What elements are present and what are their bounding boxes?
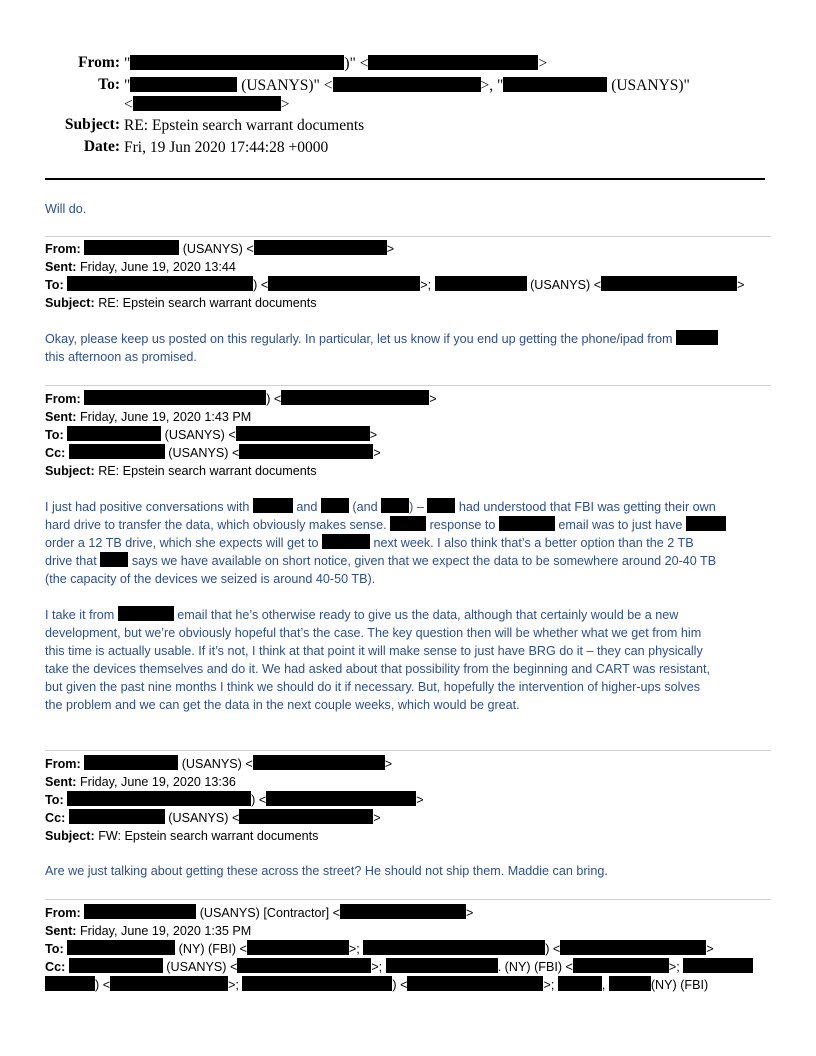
msg2-subject: Subject: RE: Epstein search warrant documents [45, 464, 317, 478]
msg2-sent: Sent: Friday, June 19, 2020 1:43 PM [45, 410, 252, 424]
redaction [381, 498, 409, 513]
subject-value: RE: Epstein search warrant documents [124, 117, 365, 134]
redaction [499, 516, 555, 531]
redaction [609, 976, 651, 991]
redaction [601, 276, 737, 291]
redaction [69, 958, 163, 973]
redaction [69, 444, 165, 459]
msg4-sent: Sent: Friday, June 19, 2020 1:35 PM [45, 924, 252, 938]
msg1-to: To: ) < >; (USANYS) < > [45, 278, 745, 292]
redaction [239, 809, 373, 824]
redaction [69, 809, 165, 824]
msg4-cc-cont: ) < >; ) < >; , (NY) (FBI) [45, 976, 708, 994]
redaction [67, 426, 161, 441]
redaction [84, 390, 266, 405]
redaction [266, 791, 416, 806]
msg3-to: To: ) < > [45, 793, 424, 807]
date-label: Date: [83, 138, 120, 155]
msg4-cc: Cc: (USANYS) < >; . (NY) (FBI) < >; [45, 958, 753, 976]
redaction [84, 904, 196, 919]
redaction [236, 426, 370, 441]
redaction [368, 55, 538, 70]
msg3-sent: Sent: Friday, June 19, 2020 13:36 [45, 775, 236, 789]
from-label: From: [78, 54, 120, 71]
redaction [268, 276, 420, 291]
redaction [253, 755, 385, 770]
redaction [110, 976, 228, 991]
header-divider [45, 178, 765, 180]
msg1-subject: Subject: RE: Epstein search warrant documents [45, 296, 317, 310]
to-label: To: [98, 76, 120, 93]
redaction [242, 976, 392, 991]
reply-body: Will do. [45, 202, 87, 216]
redaction [45, 976, 95, 991]
message-divider [45, 385, 771, 386]
date-value: Fri, 19 Jun 2020 17:44:28 +0000 [124, 139, 329, 156]
redaction [386, 958, 498, 973]
msg3-from: From: (USANYS) < > [45, 757, 393, 771]
to-value-cont: < > [124, 96, 290, 113]
subject-label: Subject: [64, 116, 120, 133]
msg3-cc: Cc: (USANYS) < > [45, 811, 381, 825]
msg2-cc: Cc: (USANYS) < > [45, 446, 381, 460]
redaction [254, 240, 387, 255]
redaction [427, 498, 455, 513]
redaction [130, 77, 237, 92]
to-value: " (USANYS)" < >, " (USANYS)" [124, 77, 690, 94]
redaction [558, 976, 602, 991]
redaction [573, 958, 669, 973]
redaction [560, 940, 706, 955]
redaction [247, 940, 349, 955]
msg2-to: To: (USANYS) < > [45, 428, 378, 442]
msg2-body-p2: I take it from email that he’s otherwise ready to give us the data, although that certainly would be a new development, but we’re obviously hopeful that’s the case. The key question then will be whether what we get from him this time is actually usable. If it’s not, I think at that point it will make sense to just have BRG do it – they can physically take the devices themselves and do it. We had asked about that possibility from the beginning and CART was resistant, but given the past nine months I think we should do it if necessary. But, hopefully the intervention of higher-ups solves the problem and we can get the data in the next couple weeks, which would be great. [45, 608, 711, 712]
redaction [84, 755, 178, 770]
redaction [130, 55, 344, 70]
redaction [100, 552, 128, 567]
redaction [390, 516, 426, 531]
msg2-body-p1: I just had positive conversations with and (and ) – had understood that FBI was getting their own hard drive to transfer the data, which obviously makes sense. response to email was to just have order a 12 TB drive, which she expects will get to next week. I also think that’s a better option than the 2 TB drive that says we have available on short notice, given that we expect the data to be somewhere around 20-40 TB (the capacity of the devices we seized is around 40-50 TB). [45, 498, 770, 588]
msg1-sent: Sent: Friday, June 19, 2020 13:44 [45, 260, 236, 274]
msg4-to: To: (NY) (FBI) < >; ) < > [45, 942, 714, 956]
message-divider [45, 750, 771, 751]
redaction [281, 390, 429, 405]
msg1-body: Okay, please keep us posted on this regularly. In particular, let us know if you end up getting the phone/ipad from this afternoon as promised. [45, 330, 770, 366]
redaction [686, 516, 726, 531]
redaction [239, 444, 373, 459]
msg2-from: From: ) < > [45, 392, 437, 406]
redaction [363, 940, 545, 955]
redaction [503, 77, 607, 92]
redaction [67, 276, 253, 291]
redaction [118, 606, 174, 621]
redaction [435, 276, 527, 291]
redaction [322, 534, 370, 549]
msg4-from: From: (USANYS) [Contractor] < > [45, 906, 474, 920]
redaction [133, 96, 281, 111]
msg3-subject: Subject: FW: Epstein search warrant documents [45, 829, 319, 843]
msg3-body: Are we just talking about getting these across the street? He should not ship them. Maddie can bring. [45, 864, 608, 878]
message-divider [45, 899, 771, 900]
redaction [407, 976, 543, 991]
msg1-from: From: (USANYS) < > [45, 242, 395, 256]
redaction [683, 958, 753, 973]
redaction [84, 240, 179, 255]
redaction [340, 904, 466, 919]
redaction [321, 498, 349, 513]
redaction [333, 77, 481, 92]
from-value: " )" < > [124, 55, 548, 72]
redaction [67, 940, 175, 955]
redaction [676, 330, 718, 345]
redaction [253, 498, 293, 513]
redaction [237, 958, 371, 973]
message-divider [45, 236, 771, 237]
redaction [67, 791, 251, 806]
